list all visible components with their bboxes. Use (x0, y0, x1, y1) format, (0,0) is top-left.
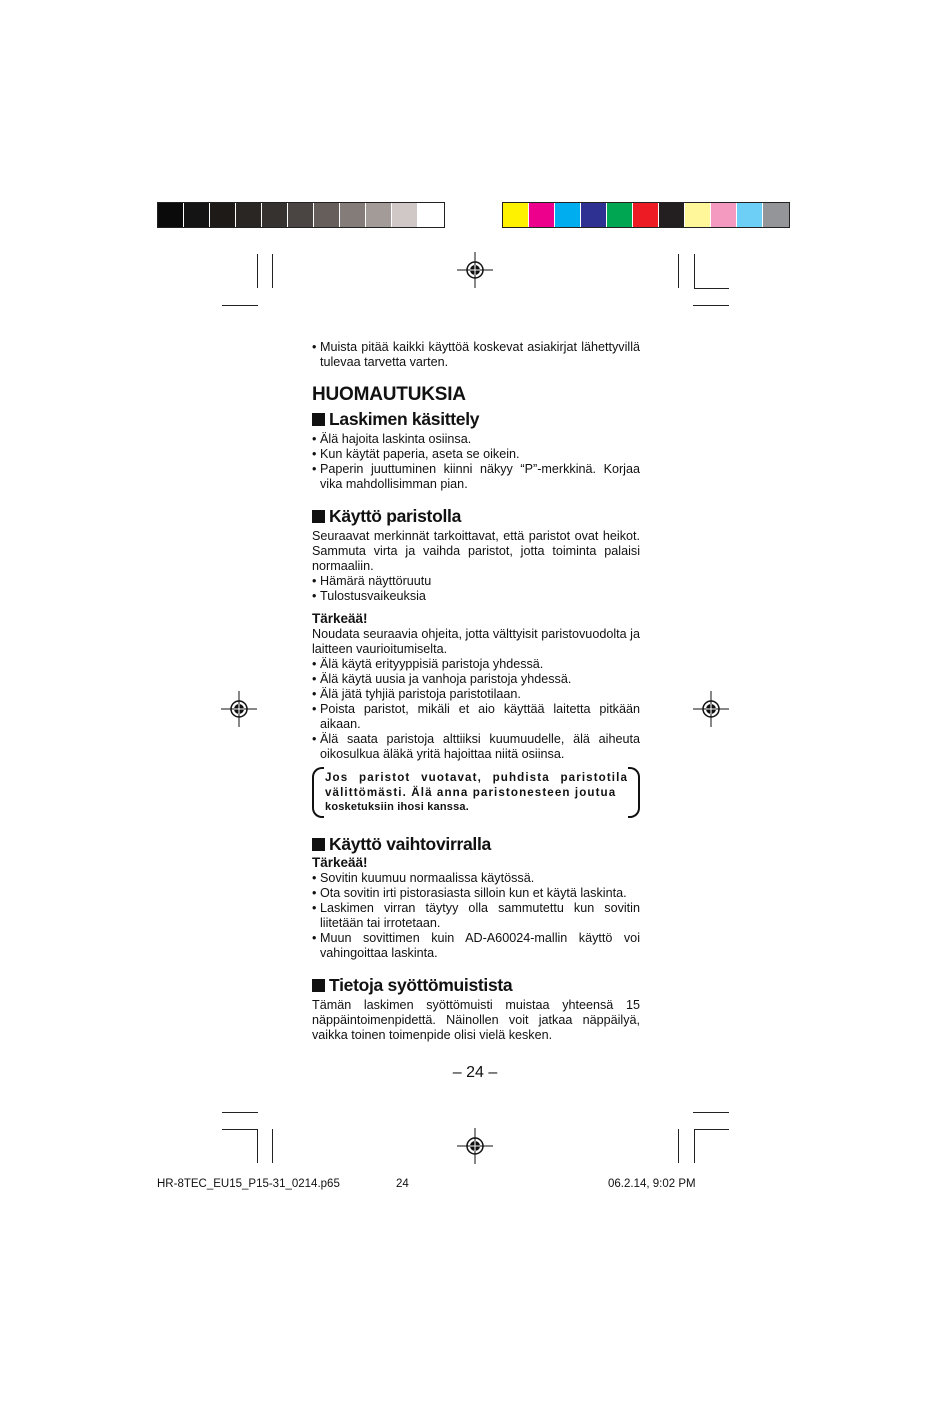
color-swatch (607, 203, 633, 227)
color-swatch (288, 203, 314, 227)
color-swatch (236, 203, 262, 227)
footer-page: 24 (396, 1178, 409, 1190)
warning-text-last: kosketuksiin ihosi kanssa. (325, 801, 469, 813)
registration-mark-icon (457, 252, 493, 288)
intro-list (312, 340, 640, 370)
section-calculator-handling (312, 409, 640, 492)
square-bullet-icon (312, 979, 325, 992)
color-swatch (503, 203, 529, 227)
color-swatch (314, 203, 340, 227)
list-item: • Hämärä näyttöruutu (312, 574, 640, 589)
square-bullet-icon (312, 838, 325, 851)
color-swatch (366, 203, 392, 227)
list-item: • Poista paristot, mikäli et aio käyttää laitetta pitkään aikaan. (312, 702, 640, 732)
list-item: • Sovitin kuumuu normaalissa käytössä. (312, 871, 640, 886)
color-swatch (392, 203, 418, 227)
color-swatch (184, 203, 210, 227)
list-item: • Älä hajoita laskinta osiinsa. (312, 432, 640, 447)
registration-mark-icon (693, 691, 729, 727)
square-bullet-icon (312, 510, 325, 523)
section-heading: Käyttö vaihtovirralla (312, 834, 640, 855)
document-body (312, 340, 640, 1043)
color-swatch (555, 203, 581, 227)
footer-filename: HR-8TEC_EU15_P15-31_0214.p65 (157, 1178, 340, 1190)
section-ac-power (312, 834, 640, 961)
important-label: Tärkeää! (312, 855, 368, 870)
list-item: • Muista pitää kaikki käyttöä koskevat asiakirjat lähettyvillä tulevaa tarvetta varten. (312, 340, 640, 370)
color-swatch (737, 203, 763, 227)
color-swatch (581, 203, 607, 227)
color-swatch (340, 203, 366, 227)
list-item: • Laskimen virran täytyy olla sammutettu kun sovitin liitetään tai irrotetaan. (312, 901, 640, 931)
list-item: • Paperin juuttuminen kiinni näkyy “P”-merkkinä. Korjaa vika mahdollisimman pian. (312, 462, 640, 492)
bullet-list (312, 871, 640, 961)
color-swatch (210, 203, 236, 227)
color-swatch (262, 203, 288, 227)
list-item: • Kun käytät paperia, aseta se oikein. (312, 447, 640, 462)
list-item: • Muun sovittimen kuin AD-A60024-mallin käyttö voi vahingoittaa laskinta. (312, 931, 640, 961)
list-item: • Ota sovitin irti pistorasiasta silloin kun et käytä laskinta. (312, 886, 640, 901)
color-swatch (158, 203, 184, 227)
right-bracket (628, 767, 640, 818)
square-bullet-icon (312, 413, 325, 426)
list-item: • Älä käytä erityyppisiä paristoja yhdessä. (312, 657, 640, 672)
bullet-list (312, 574, 640, 604)
paragraph: Seuraavat merkinnät tarkoittavat, että paristot ovat heikot. Sammuta virta ja vaihda paristot, jotta toiminta palaisi normaaliin. (312, 529, 640, 573)
warning-text: Jos paristot vuotavat, puhdista paristotila välittömästi. Älä anna paristonesteen joutua (325, 771, 628, 799)
grayscale-calibration-bar (157, 202, 445, 228)
section-heading: Laskimen käsittely (312, 409, 640, 430)
bullet-list (312, 432, 640, 492)
paragraph: Noudata seuraavia ohjeita, jotta välttyisit paristovuodolta ja laitteen vaurioitumiselta. (312, 627, 640, 656)
bullet-list (312, 657, 640, 762)
color-swatch (711, 203, 737, 227)
warning-box (312, 767, 640, 818)
paragraph: Tämän laskimen syöttömuisti muistaa yhteensä 15 näppäintoimenpidettä. Näinollen voit jatkaa näppäilyä, vaikka toinen toimenpide olisi vielä kesken. (312, 998, 640, 1042)
color-swatch (529, 203, 555, 227)
footer-timestamp: 06.2.14, 9:02 PM (608, 1178, 696, 1190)
list-item: • Tulostusvaikeuksia (312, 589, 640, 604)
color-swatch (763, 203, 789, 227)
color-calibration-bar (502, 202, 790, 228)
list-item: • Älä jätä tyhjiä paristoja paristotilaan. (312, 687, 640, 702)
section-battery-use (312, 506, 640, 818)
section-heading: Käyttö paristolla (312, 506, 640, 527)
page-title: HUOMAUTUKSIA (312, 384, 466, 405)
section-input-buffer (312, 975, 640, 1043)
color-swatch (685, 203, 711, 227)
section-heading: Tietoja syöttömuistista (312, 975, 640, 996)
color-swatch (633, 203, 659, 227)
important-label: Tärkeää! (312, 611, 368, 626)
color-swatch (418, 203, 444, 227)
left-bracket (312, 767, 324, 818)
list-item: • Älä saata paristoja alttiiksi kuumuudelle, älä aiheuta oikosulkua äläkä yritä hajoittaa niitä osiinsa. (312, 732, 640, 762)
page-number: – 24 – (452, 1064, 498, 1081)
registration-mark-icon (221, 691, 257, 727)
list-item: • Älä käytä uusia ja vanhoja paristoja yhdessä. (312, 672, 640, 687)
color-swatch (659, 203, 685, 227)
registration-mark-icon (457, 1128, 493, 1164)
